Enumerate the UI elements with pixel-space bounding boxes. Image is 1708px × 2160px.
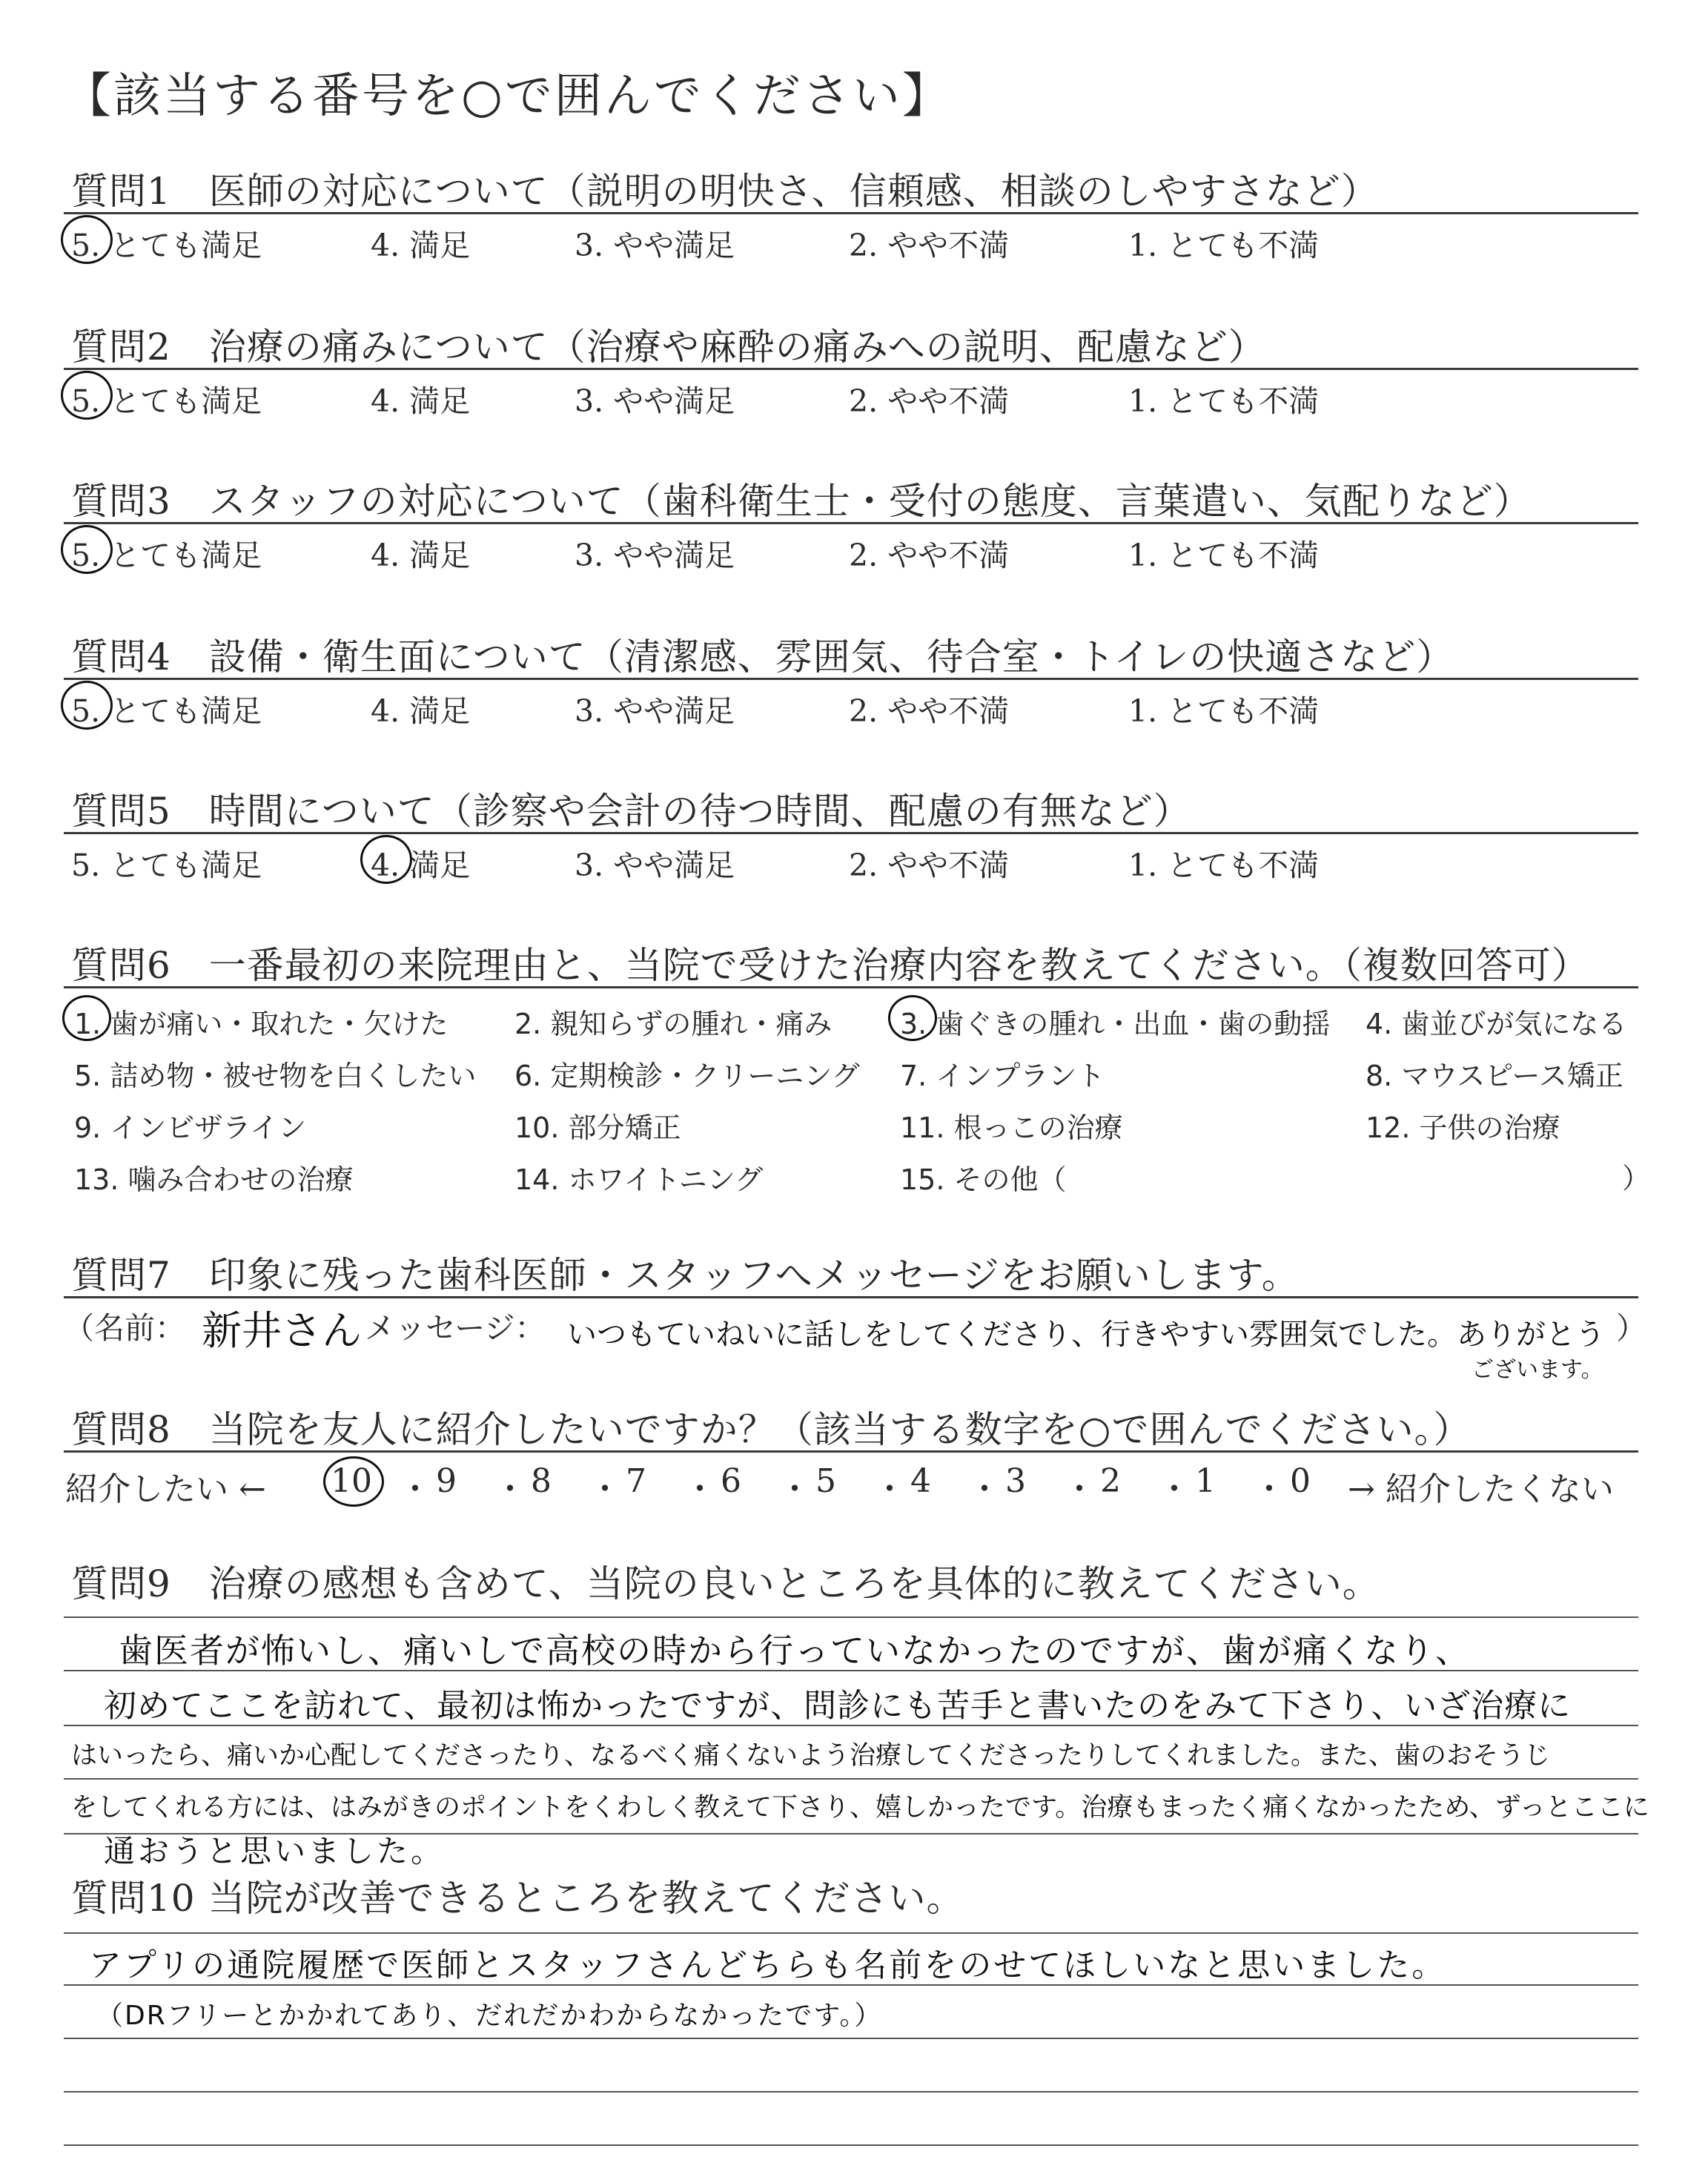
- q9-title: 質問9 治療の感想も含めて、当院の良いところを具体的に教えてください。: [71, 1562, 1380, 1605]
- q6-option-11[interactable]: 11. 根っこの治療: [900, 1112, 1123, 1144]
- q5-option-4[interactable]: 4. 満足: [371, 848, 471, 883]
- q8-scale-separator: ・: [873, 1470, 906, 1508]
- q6-selected-circle-3: [888, 995, 937, 1041]
- q9-answer-line-4: をしてくれる方には、はみがきのポイントをくわしく教えて下さり、嬉しかったです。治療もまったく痛くなかったため、ずっとここに: [71, 1793, 1649, 1823]
- q8-scale-separator: ・: [683, 1470, 716, 1508]
- q6-selected-circle-1: [62, 995, 111, 1041]
- q6-option-15[interactable]: 15. その他（: [900, 1163, 1067, 1196]
- q8-scale-3[interactable]: 3: [1005, 1462, 1026, 1500]
- q10-rule-4: [64, 2091, 1638, 2093]
- q9-rule-4: [64, 1778, 1638, 1780]
- q8-scale-5[interactable]: 5: [815, 1462, 836, 1500]
- q4-rule: [64, 678, 1638, 680]
- q6-option-2[interactable]: 2. 親知らずの腫れ・痛み: [514, 1008, 833, 1040]
- q8-scale-separator: ・: [1253, 1470, 1285, 1508]
- q4-title: 質問4 設備・衛生面について（清潔感、雰囲気、待合室・トイレの快適さなど）: [71, 635, 1454, 678]
- q2-option-5[interactable]: 5. とても満足: [71, 383, 262, 419]
- q8-selected-circle: [323, 1456, 384, 1507]
- q2-rule: [64, 368, 1638, 370]
- q1-option-1[interactable]: 1. とても不満: [1128, 228, 1320, 263]
- q1-option-3[interactable]: 3. やや満足: [575, 228, 735, 263]
- q8-right-label: → 紹介したくない: [1348, 1470, 1614, 1508]
- q1-title: 質問1 医師の対応について（説明の明快さ、信頼感、相談のしやすさなど）: [71, 170, 1379, 213]
- q8-scale-separator: ・: [1063, 1470, 1096, 1508]
- q1-selected-circle: [61, 215, 113, 264]
- q10-rule-3: [64, 2038, 1638, 2039]
- q9-answer-line-1: 歯医者が怖いし、痛いしで高校の時から行っていなかったのですが、歯が痛くなり、: [119, 1631, 1471, 1671]
- q5-selected-circle: [360, 835, 412, 884]
- q1-option-4[interactable]: 4. 満足: [371, 228, 471, 263]
- q4-option-4[interactable]: 4. 満足: [371, 693, 471, 729]
- q2-selected-circle: [61, 371, 113, 420]
- q2-option-3[interactable]: 3. やや満足: [575, 383, 735, 419]
- q6-close-paren: ）: [1622, 1162, 1651, 1195]
- q5-title: 質問5 時間について（診察や会計の待つ時間、配慮の有無など）: [71, 790, 1191, 833]
- q2-option-2[interactable]: 2. やや不満: [849, 383, 1010, 419]
- q1-option-2[interactable]: 2. やや不満: [849, 228, 1010, 263]
- q9-answer-line-3: はいったら、痛いか心配してくださったり、なるべく痛くないよう治療してくださったりしてくれました。また、歯のおそうじ: [71, 1741, 1551, 1771]
- q2-option-4[interactable]: 4. 満足: [371, 383, 471, 419]
- q3-option-1[interactable]: 1. とても不満: [1128, 538, 1320, 573]
- q5-option-1[interactable]: 1. とても不満: [1128, 848, 1320, 883]
- q6-option-13[interactable]: 13. 噛み合わせの治療: [74, 1163, 354, 1196]
- q3-rule: [64, 522, 1638, 524]
- q10-title: 質問10 当院が改善できるところを教えてください。: [71, 1877, 964, 1920]
- q8-scale-4[interactable]: 4: [910, 1462, 931, 1500]
- q10-rule-5: [64, 2144, 1638, 2146]
- q10-answer-line-2: （DRフリーとかかれてあり、だれだかわからなかったです。）: [96, 2001, 883, 2031]
- q8-title: 質問8 当院を友人に紹介したいですか？（該当する数字を○で囲んでください。）: [71, 1408, 1472, 1451]
- q6-option-7[interactable]: 7. インプラント: [900, 1060, 1105, 1092]
- q8-rule: [64, 1450, 1638, 1453]
- q6-option-1[interactable]: 1. 歯が痛い・取れた・欠けた: [74, 1008, 448, 1040]
- q8-scale-separator: ・: [968, 1470, 1001, 1508]
- q5-option-3[interactable]: 3. やや満足: [575, 848, 735, 883]
- q7-message-line2: ございます。: [1472, 1357, 1603, 1383]
- q4-option-1[interactable]: 1. とても不満: [1128, 693, 1320, 729]
- q6-option-14[interactable]: 14. ホワイトニング: [514, 1163, 764, 1196]
- q3-option-5[interactable]: 5. とても満足: [71, 538, 262, 573]
- q3-selected-circle: [61, 525, 113, 574]
- q4-option-5[interactable]: 5. とても満足: [71, 693, 262, 729]
- q3-option-3[interactable]: 3. やや満足: [575, 538, 735, 573]
- q3-option-4[interactable]: 4. 満足: [371, 538, 471, 573]
- q3-option-2[interactable]: 2. やや不満: [849, 538, 1010, 573]
- q6-option-12[interactable]: 12. 子供の治療: [1366, 1112, 1560, 1144]
- q3-title: 質問3 スタッフの対応について（歯科衛生士・受付の態度、言葉遣い、気配りなど）: [71, 480, 1532, 523]
- q7-name-label: （名前：: [64, 1310, 185, 1346]
- q10-rule-1: [64, 1932, 1638, 1934]
- q7-message-label: メッセージ：: [365, 1310, 546, 1346]
- q8-scale-0[interactable]: 0: [1290, 1462, 1311, 1500]
- q8-scale-2[interactable]: 2: [1100, 1462, 1121, 1500]
- q8-scale-separator: ・: [399, 1470, 431, 1508]
- q8-left-label: 紹介したい ←: [65, 1470, 266, 1508]
- q9-rule-1: [64, 1616, 1638, 1618]
- q8-scale-8[interactable]: 8: [531, 1462, 552, 1500]
- q7-name-value: 新井さん: [202, 1307, 362, 1354]
- q6-option-4[interactable]: 4. 歯並びが気になる: [1366, 1008, 1627, 1040]
- q5-option-5[interactable]: 5. とても満足: [71, 848, 262, 883]
- q8-scale-9[interactable]: 9: [436, 1462, 457, 1500]
- q1-option-5[interactable]: 5. とても満足: [71, 228, 262, 263]
- q5-option-2[interactable]: 2. やや不満: [849, 848, 1010, 883]
- page-title: 【該当する番号を○で囲んでください】: [64, 69, 952, 124]
- q6-option-8[interactable]: 8. マウスピース矯正: [1366, 1060, 1623, 1092]
- q7-rule: [64, 1296, 1638, 1298]
- q6-option-5[interactable]: 5. 詰め物・被せ物を白くしたい: [74, 1060, 477, 1092]
- q7-message-line1: いつもていねいに話しをしてくださり、行きやすい雰囲気でした。ありがとう: [567, 1318, 1605, 1352]
- q1-rule: [64, 212, 1638, 214]
- q5-rule: [64, 832, 1638, 834]
- q6-option-6[interactable]: 6. 定期検診・クリーニング: [514, 1060, 860, 1092]
- q4-option-2[interactable]: 2. やや不満: [849, 693, 1010, 729]
- q8-scale-6[interactable]: 6: [721, 1462, 741, 1500]
- q6-option-9[interactable]: 9. インビザライン: [74, 1112, 307, 1144]
- q4-selected-circle: [61, 681, 113, 730]
- q7-close-paren: ）: [1616, 1310, 1646, 1346]
- q8-scale-10[interactable]: 10: [331, 1462, 372, 1500]
- q6-title: 質問6 一番最初の来院理由と、当院で受けた治療内容を教えてください。（複数回答可）: [71, 944, 1589, 987]
- q9-answer-line-2: 初めてここを訪れて、最初は怖かったですが、問診にも苦手と書いたのをみて下さり、いざ治療に: [104, 1687, 1572, 1725]
- q7-title: 質問7 印象に残った歯科医師・スタッフへメッセージをお願いします。: [71, 1254, 1300, 1297]
- q8-scale-separator: ・: [494, 1470, 526, 1508]
- q8-scale-1[interactable]: 1: [1195, 1462, 1216, 1500]
- q6-option-10[interactable]: 10. 部分矯正: [514, 1112, 681, 1144]
- q8-scale-separator: ・: [589, 1470, 621, 1508]
- q6-rule: [64, 986, 1638, 988]
- q2-title: 質問2 治療の痛みについて（治療や麻酔の痛みへの説明、配慮など）: [71, 326, 1266, 369]
- q10-answer-line-1: アプリの通院履歴で医師とスタッフさんどちらも名前をのせてほしいなと思いました。: [89, 1946, 1447, 1984]
- q6-option-3[interactable]: 3. 歯ぐきの腫れ・出血・歯の動揺: [900, 1008, 1331, 1040]
- q2-option-1[interactable]: 1. とても不満: [1128, 383, 1320, 419]
- q8-scale-7[interactable]: 7: [626, 1462, 646, 1500]
- q8-scale-separator: ・: [778, 1470, 811, 1508]
- q4-option-3[interactable]: 3. やや満足: [575, 693, 735, 729]
- q9-answer-line-5: 通おうと思いました。: [104, 1833, 446, 1869]
- q8-scale-separator: ・: [1158, 1470, 1191, 1508]
